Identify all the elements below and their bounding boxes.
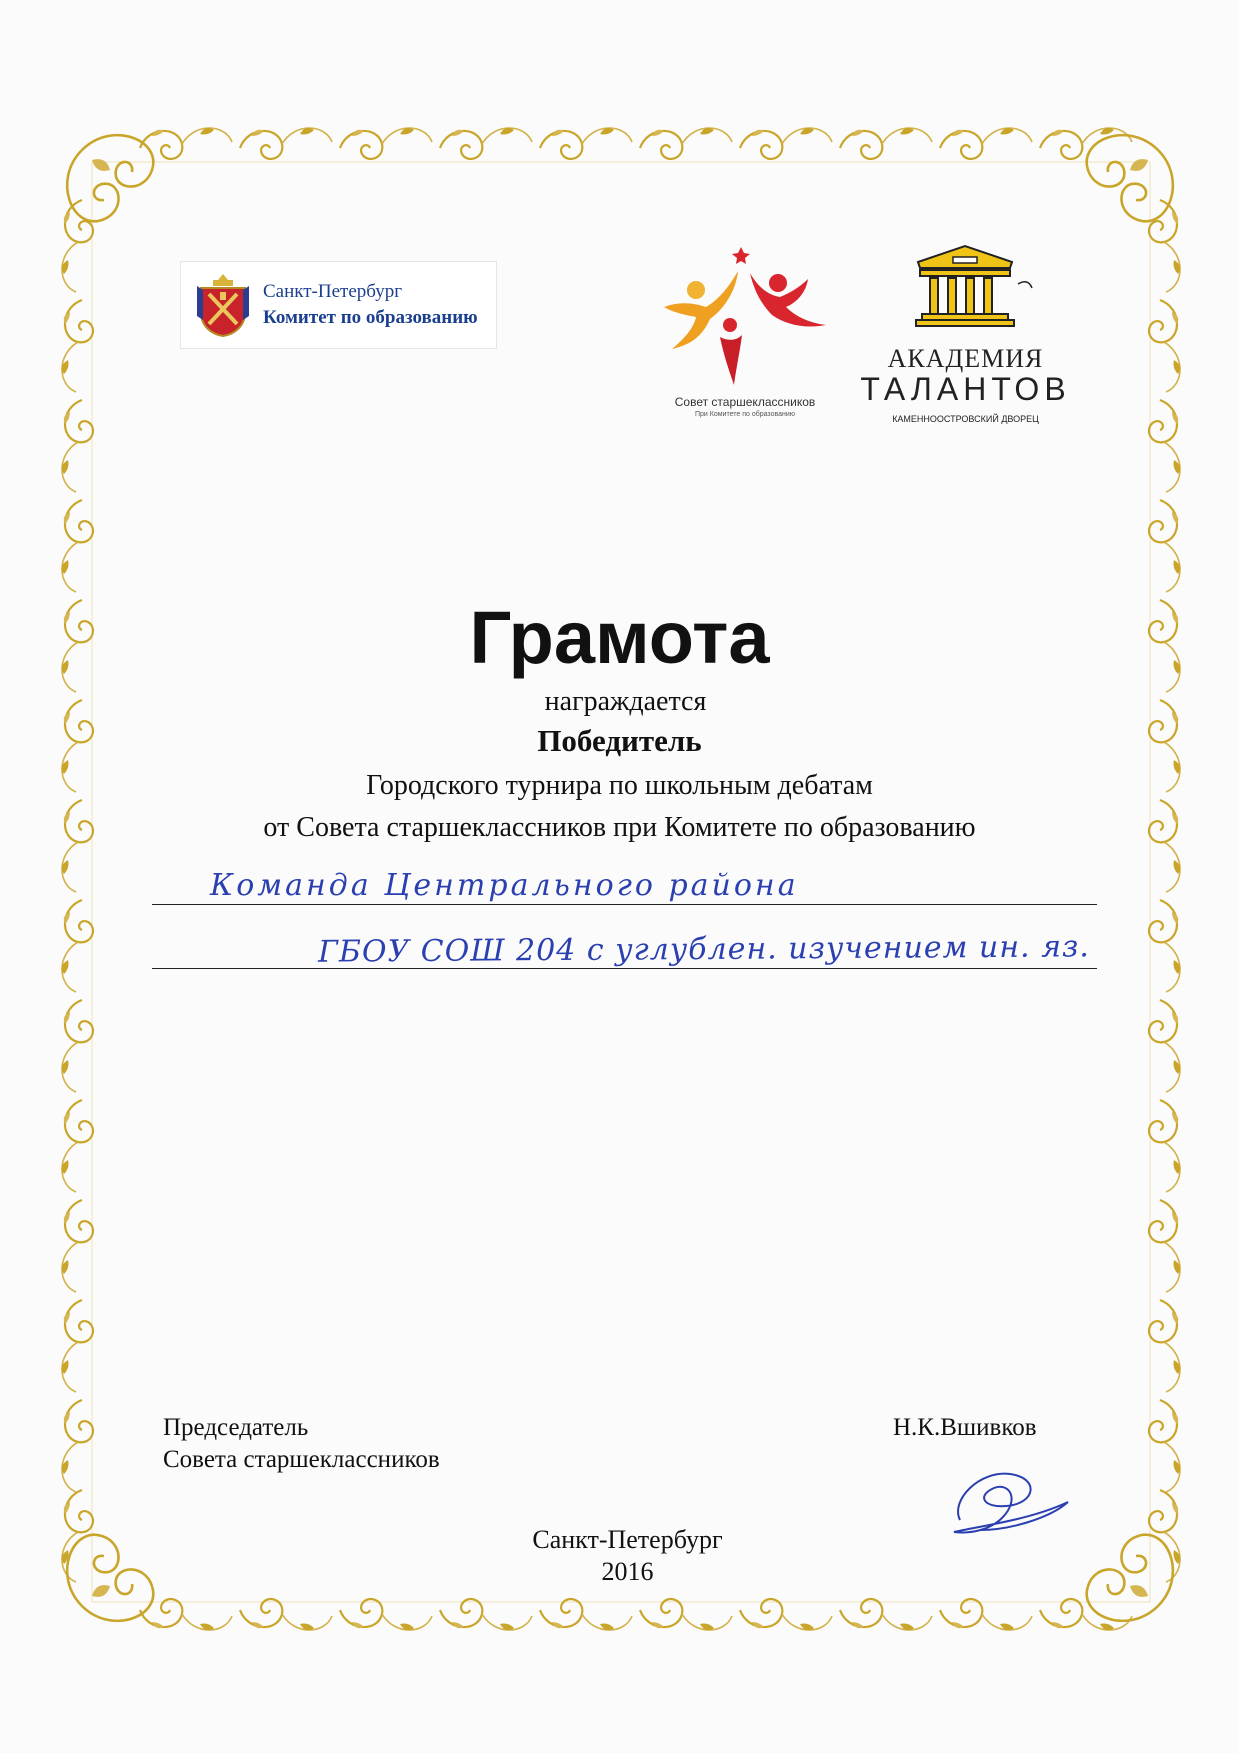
academy-logo-line2: ТАЛАНТОВ — [860, 371, 1071, 407]
spb-committee-logo — [180, 261, 497, 349]
issue-city: Санкт-Петербург — [532, 1525, 723, 1554]
spb-logo-city: Санкт-Петербург — [263, 281, 403, 302]
recipient-line1: Команда Центрального района — [210, 868, 799, 903]
award-description-line2: от Совета старшеклассников при Комитете по образованию — [263, 812, 976, 843]
council-figures-icon — [650, 245, 840, 393]
award-name: Победитель — [537, 723, 702, 758]
signer-name: Н.К.Вшивков — [893, 1414, 1037, 1441]
academy-building-icon — [858, 244, 1073, 344]
chair-title-line1: Председатель — [163, 1414, 309, 1441]
council-logo — [650, 245, 840, 425]
academy-logo-line3: КАМЕННООСТРОВСКИЙ ДВОРЕЦ — [892, 414, 1039, 424]
award-description-line1: Городского турнира по школьным дебатам — [366, 770, 873, 801]
recipient-line2: ГБОУ СОШ 204 с углублен. изучением ин. яз. — [317, 929, 1091, 970]
chair-title-line2: Совета старшеклассников — [163, 1446, 440, 1473]
certificate-title: Грамота — [469, 596, 770, 679]
council-logo-subtitle: При Комитете по образованию — [694, 411, 796, 418]
spb-logo-committee: Комитет по образованию — [263, 307, 478, 328]
council-logo-title: Совет старшеклассников — [674, 395, 816, 409]
issue-year: 2016 — [601, 1557, 654, 1586]
recipient-underline-2 — [152, 968, 1097, 969]
spb-coat-of-arms-icon — [195, 272, 251, 338]
awarded-text: награждается — [544, 686, 707, 717]
academy-logo-line1: АКАДЕМИЯ — [887, 344, 1044, 373]
academy-logo — [858, 244, 1073, 439]
recipient-underline-1 — [152, 904, 1097, 905]
